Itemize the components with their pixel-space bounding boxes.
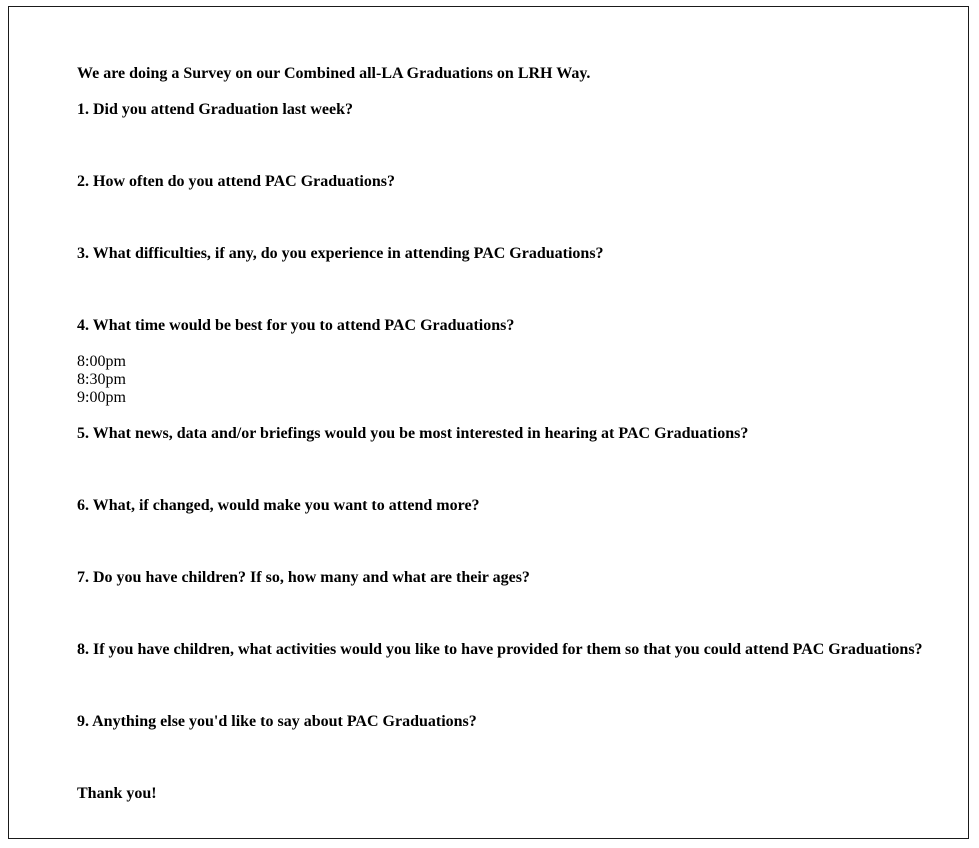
time-option: 8:30pm — [77, 371, 126, 388]
time-options-list — [77, 353, 957, 407]
question-3: 3. What difficulties, if any, do you experience in attending PAC Graduations? — [77, 245, 604, 262]
question-5: 5. What news, data and/or briefings would you be most interested in hearing at PAC Graduations? — [77, 425, 749, 442]
question-9: 9. Anything else you'd like to say about PAC Graduations? — [77, 713, 477, 730]
question-7: 7. Do you have children? If so, how many and what are their ages? — [77, 569, 530, 586]
survey-intro: We are doing a Survey on our Combined all-LA Graduations on LRH Way. — [77, 65, 591, 82]
time-option: 9:00pm — [77, 389, 126, 406]
document-frame — [8, 6, 969, 839]
question-8: 8. If you have children, what activities would you like to have provided for them so that you could attend PAC Graduations? — [77, 641, 923, 658]
survey-content — [77, 65, 957, 803]
closing-thanks: Thank you! — [77, 785, 157, 802]
question-1: 1. Did you attend Graduation last week? — [77, 101, 354, 118]
question-6: 6. What, if changed, would make you want to attend more? — [77, 497, 480, 514]
time-option: 8:00pm — [77, 353, 126, 370]
question-4: 4. What time would be best for you to attend PAC Graduations? — [77, 317, 515, 334]
question-2: 2. How often do you attend PAC Graduations? — [77, 173, 395, 190]
